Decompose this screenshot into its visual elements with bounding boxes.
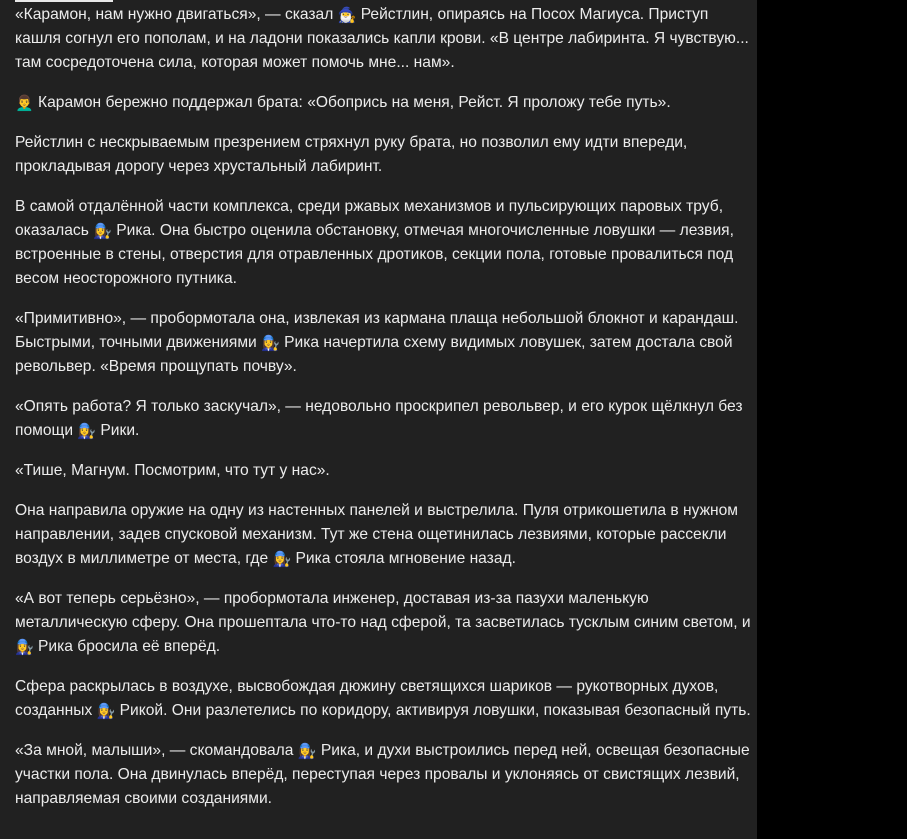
mechanic-icon: 👩‍🔧	[261, 335, 280, 352]
paragraph-text: Рики.	[96, 422, 140, 439]
story-paragraph	[15, 459, 755, 483]
paragraph-text: «Карамон, нам нужно двигаться», — сказал	[15, 6, 338, 23]
story-paragraph	[15, 499, 755, 571]
paragraph-text: Рика начертила схему видимых ловушек, затем достала свой револьвер. «Время прощупать почву».	[15, 334, 733, 375]
man-icon: 👨‍🦱	[15, 95, 34, 112]
mechanic-icon: 👩‍🔧	[96, 703, 116, 720]
story-paragraph	[15, 675, 755, 723]
paragraph-text: «Опять работа? Я только заскучал», — недовольно проскрипел револьвер, и его курок щёлкнул без помощи	[15, 398, 743, 439]
paragraph-text: «А вот теперь серьёзно», — пробормотала инженер, доставая из-за пазухи маленькую металлическую сферу. Она прошептала что-то над сферой, та засветилась тусклым синим светом, и	[15, 590, 751, 631]
paragraph-text: «Примитивно», — пробормотала она, извлекая из кармана плаща небольшой блокнот и карандаш. Быстрыми, точными движениями	[15, 310, 739, 351]
paragraph-text: Она направила оружие на одну из настенных панелей и выстрелила. Пуля отрикошетила в нужном направлении, задев спусковой механизм. Тут же стена ощетинилась лезвиями, которые рассекли воздух в миллиметре от места, где	[15, 502, 739, 567]
paragraph-text: Рика стояла мгновение назад.	[291, 550, 516, 567]
paragraph-text: Сфера раскрылась в воздухе, высвобождая дюжину светящихся шариков — рукотворных духов, созданных	[15, 678, 719, 719]
story-paragraph	[15, 395, 755, 443]
paragraph-text: Рика, и духи выстроились перед ней, освещая безопасные участки пола. Она двинулась вперёд, переступая через провалы и уклоняясь от свистящих лезвий, направляемая своими созданиями.	[15, 742, 750, 807]
story-paragraph	[15, 739, 755, 811]
story-paragraph	[15, 91, 755, 115]
paragraph-text: Карамон бережно поддержал брата: «Обопрись на меня, Рейст. Я проложу тебе путь».	[33, 94, 671, 111]
top-divider	[15, 0, 113, 2]
paragraph-text: В самой отдалённой части комплекса, среди ржавых механизмов и пульсирующих паровых труб, оказалась	[15, 198, 724, 239]
mechanic-icon: 👩‍🔧	[15, 639, 34, 656]
paragraph-text: Рикой. Они разлетелись по коридору, активируя ловушки, показывая безопасный путь.	[115, 702, 751, 719]
paragraph-text: «За мной, малыши», — скомандовала	[15, 742, 298, 759]
mechanic-icon: 👩‍🔧	[77, 423, 97, 440]
mechanic-icon: 👩‍🔧	[272, 551, 292, 568]
mage-icon: 🧙‍♂️	[337, 7, 357, 24]
story-paragraph	[15, 195, 755, 291]
paragraph-text: «Тише, Магнум. Посмотрим, что тут у нас».	[15, 462, 330, 479]
story-paragraph	[15, 307, 755, 379]
mechanic-icon: 👩‍🔧	[297, 743, 317, 760]
story-text	[15, 3, 755, 827]
mechanic-icon: 👩‍🔧	[93, 223, 112, 240]
paragraph-text: Рейстлин с нескрываемым презрением стряхнул руку брата, но позволил ему идти впереди, прокладывая дорогу через хрустальный лабиринт.	[15, 134, 688, 175]
story-paragraph	[15, 3, 755, 75]
paragraph-text: Рика. Она быстро оценила обстановку, отмечая многочисленные ловушки — лезвия, встроенные в стены, отверстия для отравленных дротиков, секции пола, готовые провалиться под весом неосторожного путника.	[15, 222, 734, 287]
paragraph-text: Рейстлин, опираясь на Посох Магиуса. Приступ кашля согнул его пополам, и на ладони показались капли крови. «В центре лабиринта. Я чувствую... там сосредоточена сила, которая может помочь мне... нам».	[15, 6, 749, 71]
story-paragraph	[15, 587, 755, 659]
story-paragraph	[15, 131, 755, 179]
paragraph-text: Рика бросила её вперёд.	[33, 638, 221, 655]
